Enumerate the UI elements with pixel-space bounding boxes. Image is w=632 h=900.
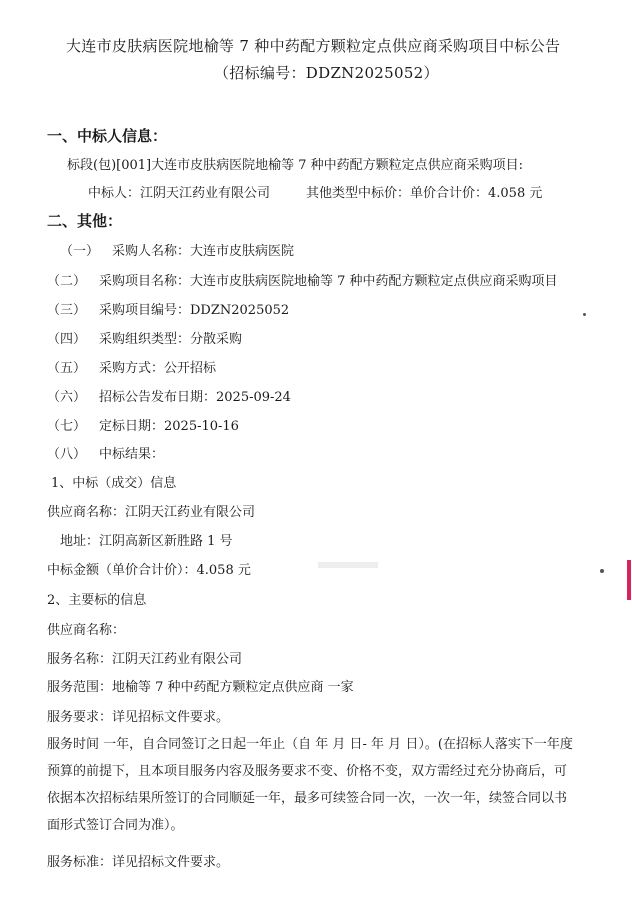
service-period-paragraph: 服务时间 一年，自合同签订之日起一年止（自 年 月 日- 年 月 日）。(在招标人落实下一年度预算的前提下，且本项目服务内容及服务要求不变、价格不变，双方需经过充分协商后，可依据本次招标结果所签订的合同顺延一年，最多可续签合同一次，一次一年，续签合同以书面形式签订合同为准）。 xyxy=(47,737,573,833)
tender-number: （招标编号：DDZN2025052） xyxy=(214,64,439,82)
list-item-text: 采购项目编号：DDZN2025052 xyxy=(99,303,290,318)
service-requirement: 服务要求：详见招标文件要求。 xyxy=(47,710,230,725)
section-heading-other: 二、其他： xyxy=(47,212,123,230)
winning-price: 其他类型中标价：单价合计价：4.058 元 xyxy=(306,186,543,201)
list-item-index: （六） xyxy=(47,390,87,405)
list-item-text: 中标结果： xyxy=(99,447,165,462)
list-item xyxy=(47,415,239,434)
list-item xyxy=(47,443,164,462)
list-item-text: 采购项目名称：大连市皮肤病医院地榆等 7 种中药配方颗粒定点供应商采购项目 xyxy=(99,274,558,289)
list-item xyxy=(47,386,291,405)
supplier-name: 供应商名称：江阴天江药业有限公司 xyxy=(47,505,256,520)
list-item xyxy=(47,328,242,347)
document-title: 大连市皮肤病医院地榆等 7 种中药配方颗粒定点供应商采购项目中标公告 xyxy=(66,37,561,55)
main-subject-heading: 2、主要标的信息 xyxy=(47,593,147,608)
list-item xyxy=(47,299,289,318)
list-item xyxy=(47,270,558,289)
list-item-index: （一） xyxy=(60,244,100,259)
list-item xyxy=(47,357,216,376)
list-item-index: （二） xyxy=(47,274,87,289)
result-heading: 1、中标（成交）信息 xyxy=(51,476,177,491)
section-heading-winner: 一、中标人信息： xyxy=(47,127,168,145)
supplier-address: 地址：江阴高新区新胜路 1 号 xyxy=(60,534,233,549)
winning-amount: 中标金额（单价合计价）：4.058 元 xyxy=(47,563,251,578)
scan-edge-mark xyxy=(627,560,631,600)
lot-description: 标段(包)[001]大连市皮肤病医院地榆等 7 种中药配方颗粒定点供应商采购项目: xyxy=(67,158,524,173)
list-item-index: （三） xyxy=(47,303,87,318)
list-item-text: 定标日期：2025-10-16 xyxy=(99,419,239,434)
scan-smudge xyxy=(318,562,378,568)
list-item-text: 招标公告发布日期：2025-09-24 xyxy=(99,390,291,405)
list-item-index: （五） xyxy=(47,361,87,376)
winner-name: 中标人：江阴天江药业有限公司 xyxy=(88,186,271,201)
list-item-index: （八） xyxy=(47,447,87,462)
scan-dot xyxy=(583,313,586,316)
supplier-name-label: 供应商名称： xyxy=(47,623,126,638)
list-item-text: 采购方式：公开招标 xyxy=(99,361,217,376)
service-scope: 服务范围：地榆等 7 种中药配方颗粒定点供应商 一家 xyxy=(47,680,354,695)
service-name: 服务名称：江阴天江药业有限公司 xyxy=(47,652,243,667)
list-item-index: （七） xyxy=(47,419,87,434)
list-item-text: 采购组织类型：分散采购 xyxy=(99,332,243,347)
list-item xyxy=(60,240,294,259)
scan-dot xyxy=(600,569,604,573)
list-item-index: （四） xyxy=(47,332,87,347)
service-standard: 服务标准：详见招标文件要求。 xyxy=(47,855,230,870)
list-item-text: 采购人名称：大连市皮肤病医院 xyxy=(112,244,295,259)
